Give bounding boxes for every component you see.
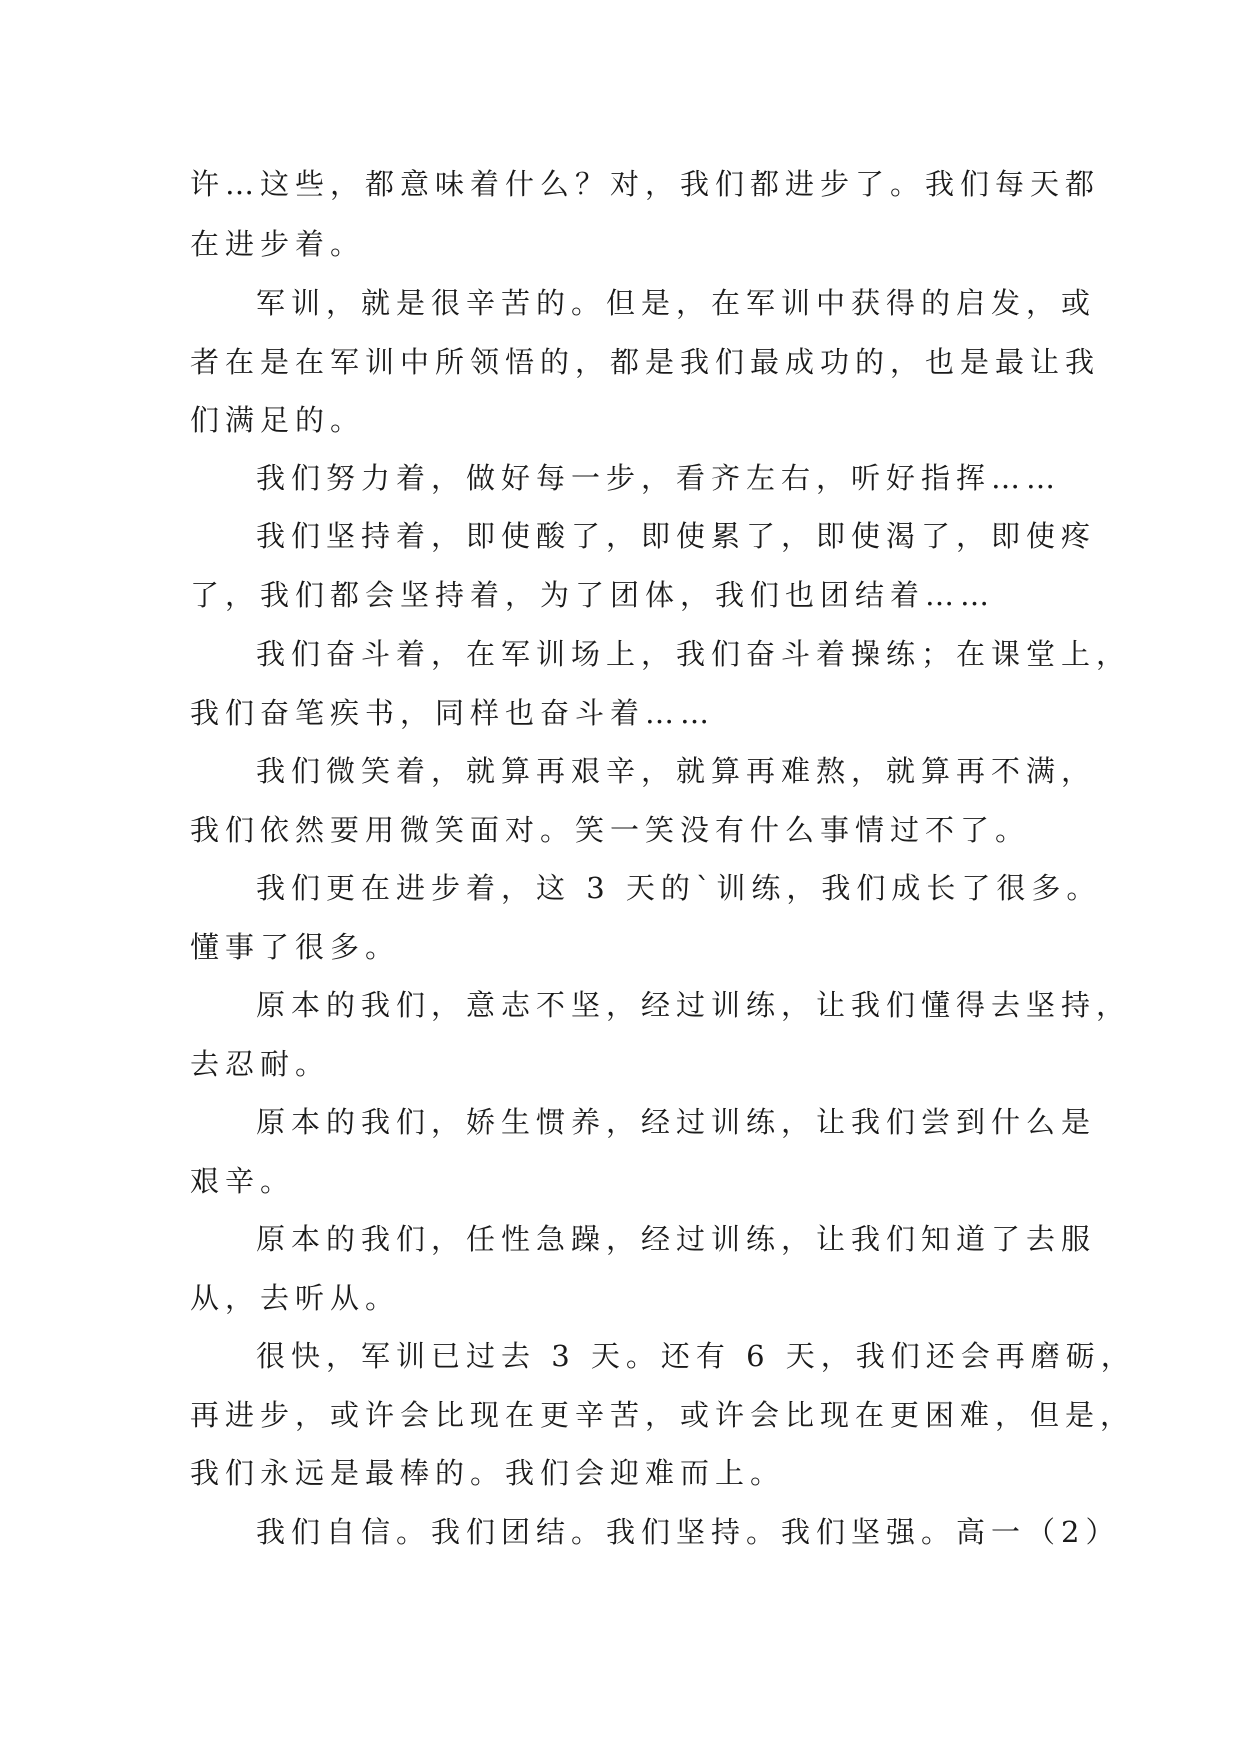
text-line: 去忍耐。 [190, 1047, 331, 1081]
text-line: 在进步着。 [190, 227, 366, 261]
text-line: 艰辛。 [190, 1164, 296, 1198]
text-line: 原本的我们，娇生惯养，经过训练，让我们尝到什么是 [256, 1105, 1097, 1139]
text-line: 懂事了很多。 [190, 930, 401, 964]
text-line: 很快，军训已过去 3 天。还有 6 天，我们还会再磨砺， [256, 1339, 1136, 1373]
text-line: 再进步，或许会比现在更辛苦，或许会比现在更困难，但是， [190, 1398, 1136, 1432]
text-line: 军训，就是很辛苦的。但是，在军训中获得的启发，或 [256, 286, 1097, 320]
text-line: 了，我们都会坚持着，为了团体，我们也团结着…… [190, 578, 996, 612]
text-line: 原本的我们，任性急躁，经过训练，让我们知道了去服 [256, 1222, 1097, 1256]
text-line: 我们自信。我们团结。我们坚持。我们坚强。高一（2） [256, 1515, 1121, 1549]
text-line: 我们依然要用微笑面对。笑一笑没有什么事情过不了。 [190, 813, 1031, 847]
text-line: 我们微笑着，就算再艰辛，就算再难熬，就算再不满， [256, 754, 1097, 788]
text-line: 我们努力着，做好每一步，看齐左右，听好指挥…… [256, 461, 1062, 495]
text-line: 们满足的。 [190, 403, 366, 437]
text-line: 我们奋斗着，在军训场上，我们奋斗着操练；在课堂上， [256, 637, 1132, 671]
text-line: 原本的我们，意志不坚，经过训练，让我们懂得去坚持， [256, 988, 1132, 1022]
text-line: 从，去听从。 [190, 1281, 401, 1315]
text-line: 我们永远是最棒的。我们会迎难而上。 [190, 1456, 786, 1490]
text-line: 许…这些，都意味着什么？对，我们都进步了。我们每天都 [190, 167, 1101, 201]
text-line: 我们奋笔疾书，同样也奋斗着…… [190, 696, 716, 730]
text-line: 我们更在进步着，这 3 天的`训练，我们成长了很多。 [256, 871, 1102, 905]
text-line: 者在是在军训中所领悟的，都是我们最成功的，也是最让我 [190, 345, 1101, 379]
text-line: 我们坚持着，即使酸了，即使累了，即使渴了，即使疼 [256, 519, 1097, 553]
